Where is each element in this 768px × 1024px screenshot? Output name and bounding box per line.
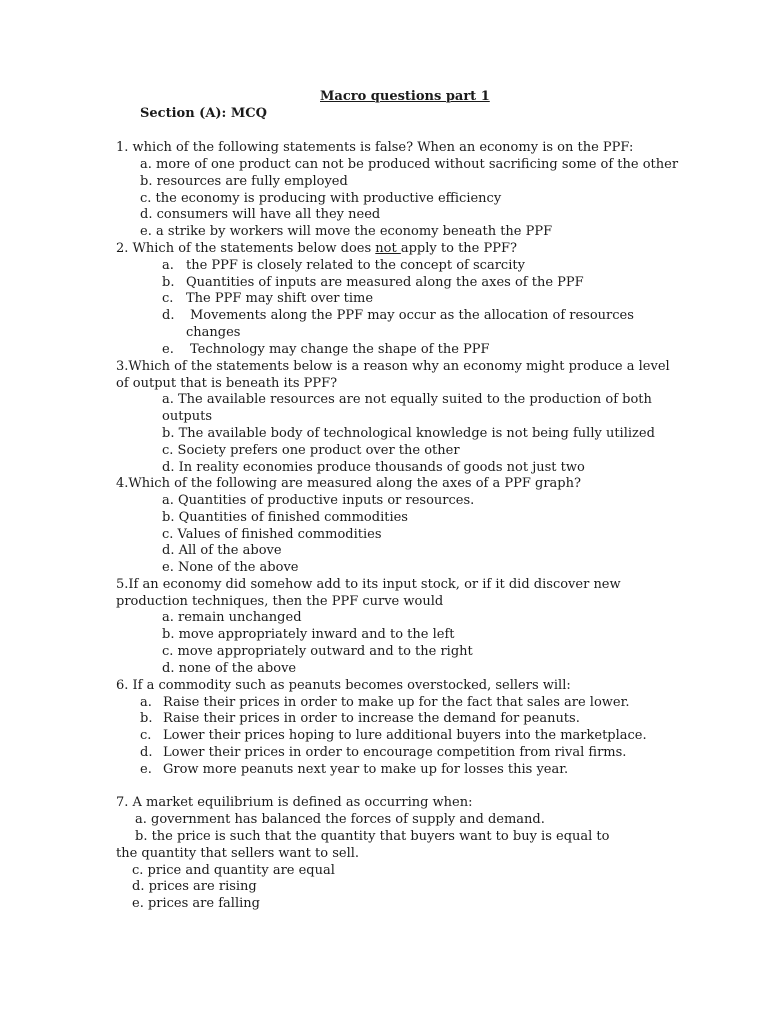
q6-option-c-letter: c. bbox=[140, 728, 152, 743]
q6-option-c: Lower their prices hoping to lure additional buyers into the marketplace. bbox=[163, 728, 647, 743]
page-title: Macro questions part 1 bbox=[320, 89, 490, 104]
q2-option-d: Movements along the PPF may occur as the allocation of resources bbox=[190, 308, 634, 323]
question-4-stem: 4.Which of the following are measured along the axes of a PPF graph? bbox=[116, 476, 581, 491]
q5-option-b: b. move appropriately inward and to the left bbox=[162, 627, 455, 642]
question-3-stem-continued: of output that is beneath its PPF? bbox=[116, 376, 338, 391]
question-6-stem: 6. If a commodity such as peanuts becomes overstocked, sellers will: bbox=[116, 678, 571, 693]
q6-option-e: Grow more peanuts next year to make up for losses this year. bbox=[163, 762, 569, 777]
q2-option-e-letter: e. bbox=[162, 342, 174, 357]
q2-stem-emphasis: not bbox=[375, 241, 401, 256]
q4-option-a: a. Quantities of productive inputs or resources. bbox=[162, 493, 475, 508]
q6-option-a-letter: a. bbox=[140, 695, 152, 710]
q1-option-b: b. resources are fully employed bbox=[140, 174, 348, 189]
q7-option-a: a. government has balanced the forces of supply and demand. bbox=[135, 812, 545, 827]
q2-option-d-letter: d. bbox=[162, 308, 175, 323]
question-5-stem: 5.If an economy did somehow add to its input stock, or if it did discover new bbox=[116, 577, 621, 592]
q5-option-d: d. none of the above bbox=[162, 661, 297, 676]
q2-option-c: The PPF may shift over time bbox=[186, 291, 374, 306]
q2-option-a-letter: a. bbox=[162, 258, 174, 273]
q7-option-e: e. prices are falling bbox=[132, 896, 260, 911]
q1-option-e: e. a strike by workers will move the economy beneath the PPF bbox=[140, 224, 553, 239]
q6-option-a: Raise their prices in order to make up for the fact that sales are lower. bbox=[163, 695, 630, 710]
q2-option-d-continued: changes bbox=[186, 325, 241, 340]
q7-option-c: c. price and quantity are equal bbox=[132, 863, 335, 878]
q6-option-b: Raise their prices in order to increase the demand for peanuts. bbox=[163, 711, 580, 726]
q7-option-d: d. prices are rising bbox=[132, 879, 257, 894]
q2-stem-start: 2. Which of the statements below does bbox=[116, 241, 376, 256]
q1-option-d: d. consumers will have all they need bbox=[140, 207, 381, 222]
q3-option-b: b. The available body of technological knowledge is not being fully utilized bbox=[162, 426, 655, 441]
q2-option-c-letter: c. bbox=[162, 291, 174, 306]
q3-option-a: a. The available resources are not equally suited to the production of both bbox=[162, 392, 652, 407]
q2-option-b: Quantities of inputs are measured along the axes of the PPF bbox=[186, 275, 584, 290]
q3-option-d: d. In reality economies produce thousands of goods not just two bbox=[162, 460, 585, 475]
question-5-stem-continued: production techniques, then the PPF curve would bbox=[116, 594, 444, 609]
q5-option-c: c. move appropriately outward and to the right bbox=[162, 644, 473, 659]
q2-option-a: the PPF is closely related to the concept of scarcity bbox=[186, 258, 525, 273]
q7-option-b-continued: the quantity that sellers want to sell. bbox=[116, 846, 360, 861]
q3-option-a-continued: outputs bbox=[162, 409, 213, 424]
question-2-stem bbox=[116, 240, 517, 257]
q4-option-d: d. All of the above bbox=[162, 543, 282, 558]
q3-option-c: c. Society prefers one product over the other bbox=[162, 443, 460, 458]
q1-option-c: c. the economy is producing with productive efficiency bbox=[140, 191, 502, 206]
question-7-stem: 7. A market equilibrium is defined as occurring when: bbox=[116, 795, 473, 810]
q2-option-b-letter: b. bbox=[162, 275, 175, 290]
q6-option-d-letter: d. bbox=[140, 745, 153, 760]
q4-option-e: e. None of the above bbox=[162, 560, 299, 575]
q2-stem-end: apply to the PPF? bbox=[400, 241, 517, 256]
q6-option-b-letter: b. bbox=[140, 711, 153, 726]
q1-option-a: a. more of one product can not be produced without sacrificing some of the other bbox=[140, 157, 679, 172]
section-heading: Section (A): MCQ bbox=[140, 106, 267, 121]
q7-option-b: b. the price is such that the quantity that buyers want to buy is equal to bbox=[135, 829, 610, 844]
q2-option-e: Technology may change the shape of the PPF bbox=[190, 342, 490, 357]
q4-option-c: c. Values of finished commodities bbox=[162, 527, 382, 542]
q6-option-e-letter: e. bbox=[140, 762, 152, 777]
q4-option-b: b. Quantities of finished commodities bbox=[162, 510, 408, 525]
q6-option-d: Lower their prices in order to encourage competition from rival firms. bbox=[163, 745, 627, 760]
question-3-stem: 3.Which of the statements below is a reason why an economy might produce a level bbox=[116, 359, 670, 374]
question-1-stem: 1. which of the following statements is false? When an economy is on the PPF: bbox=[116, 140, 634, 155]
q5-option-a: a. remain unchanged bbox=[162, 610, 302, 625]
